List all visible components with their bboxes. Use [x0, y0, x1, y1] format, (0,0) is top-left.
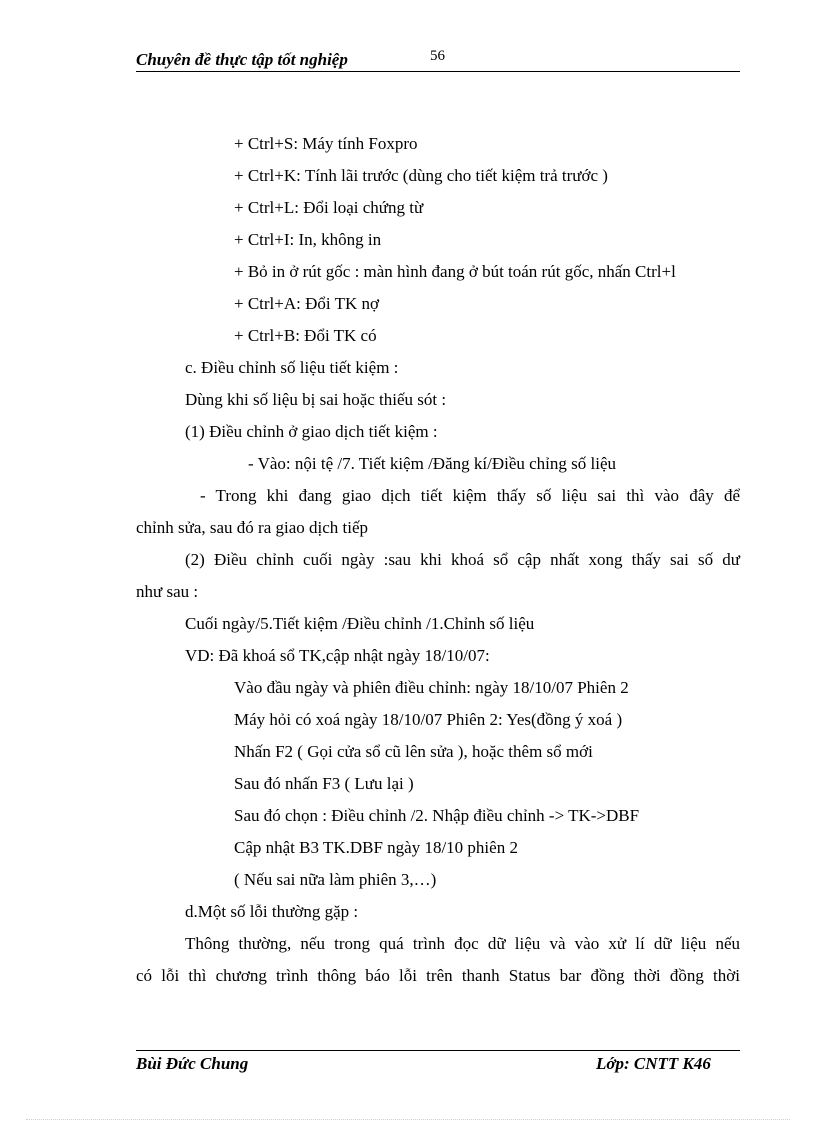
- shortcut-ctrl-l: + Ctrl+L: Đổi loại chứng từ: [234, 198, 424, 217]
- example-step: Máy hỏi có xoá ngày 18/10/07 Phiên 2: Yes(đồng ý xoá ): [234, 710, 623, 729]
- shortcut-ctrl-b: + Ctrl+B: Đổi TK có: [234, 326, 377, 345]
- example-step: Cập nhật B3 TK.DBF ngày 18/10 phiên 2: [234, 838, 518, 857]
- section-heading-c: c. Điều chỉnh số liệu tiết kiệm :: [185, 358, 399, 377]
- page-number: 56: [430, 48, 445, 64]
- header-title: Chuyên đề thực tập tốt nghiệp: [136, 50, 348, 69]
- section-heading-d: d.Một số lỗi thường gặp :: [185, 902, 359, 921]
- paragraph-line: (1) Điều chỉnh ở giao dịch tiết kiệm :: [185, 422, 438, 441]
- page-header: [136, 48, 740, 72]
- footer-class: Lớp: CNTT K46: [596, 1054, 711, 1073]
- example-step: ( Nếu sai nữa làm phiên 3,…): [234, 870, 437, 889]
- paragraph-line: Dùng khi số liệu bị sai hoặc thiếu sót :: [185, 390, 447, 409]
- example-step: Sau đó chọn : Điều chỉnh /2. Nhập điều chỉnh -> TK->DBF: [234, 806, 640, 825]
- shortcut-ctrl-i: + Ctrl+I: In, không in: [234, 230, 382, 249]
- paragraph-line: Cuối ngày/5.Tiết kiệm /Điều chỉnh /1.Chỉnh số liệu: [185, 614, 535, 633]
- paragraph-line: - Trong khi đang giao dịch tiết kiệm thấy số liệu sai thì vào đây để: [200, 486, 740, 505]
- shortcut-ctrl-k: + Ctrl+K: Tính lãi trước (dùng cho tiết kiệm trả trước ): [234, 166, 608, 185]
- paragraph-line: VD: Đã khoá sổ TK,cập nhật ngày 18/10/07:: [185, 646, 490, 665]
- footer-author: Bùi Đức Chung: [136, 1054, 249, 1073]
- example-step: Sau đó nhấn F3 ( Lưu lại ): [234, 774, 414, 793]
- shortcut-bo-in: + Bỏ in ở rút gốc : màn hình đang ở bút toán rút gốc, nhấn Ctrl+l: [234, 262, 676, 281]
- example-step: Vào đầu ngày và phiên điều chỉnh: ngày 18/10/07 Phiên 2: [234, 678, 629, 697]
- paragraph-line: Thông thường, nếu trong quá trình đọc dữ liệu và vào xử lí dữ liệu nếu: [185, 934, 740, 953]
- paragraph-line: như sau :: [136, 582, 199, 601]
- paragraph-line: - Vào: nội tệ /7. Tiết kiệm /Đăng kí/Điều chỉng số liệu: [248, 454, 616, 473]
- paragraph-line: chỉnh sửa, sau đó ra giao dịch tiếp: [136, 518, 369, 537]
- shortcut-ctrl-s: + Ctrl+S: Máy tính Foxpro: [234, 134, 418, 153]
- footer-divider: [136, 1050, 740, 1051]
- paragraph-line: có lỗi thì chương trình thông báo lỗi trên thanh Status bar đồng thời đồng thời: [136, 966, 740, 985]
- example-step: Nhấn F2 ( Gọi cửa sổ cũ lên sửa ), hoặc thêm sổ mới: [234, 742, 593, 761]
- paragraph-line: (2) Điều chỉnh cuối ngày :sau khi khoá sổ cập nhất xong thấy sai số dư: [185, 550, 740, 569]
- shortcut-ctrl-a: + Ctrl+A: Đổi TK nợ: [234, 294, 379, 313]
- page-edge: [26, 1119, 790, 1120]
- header-divider: [136, 71, 740, 72]
